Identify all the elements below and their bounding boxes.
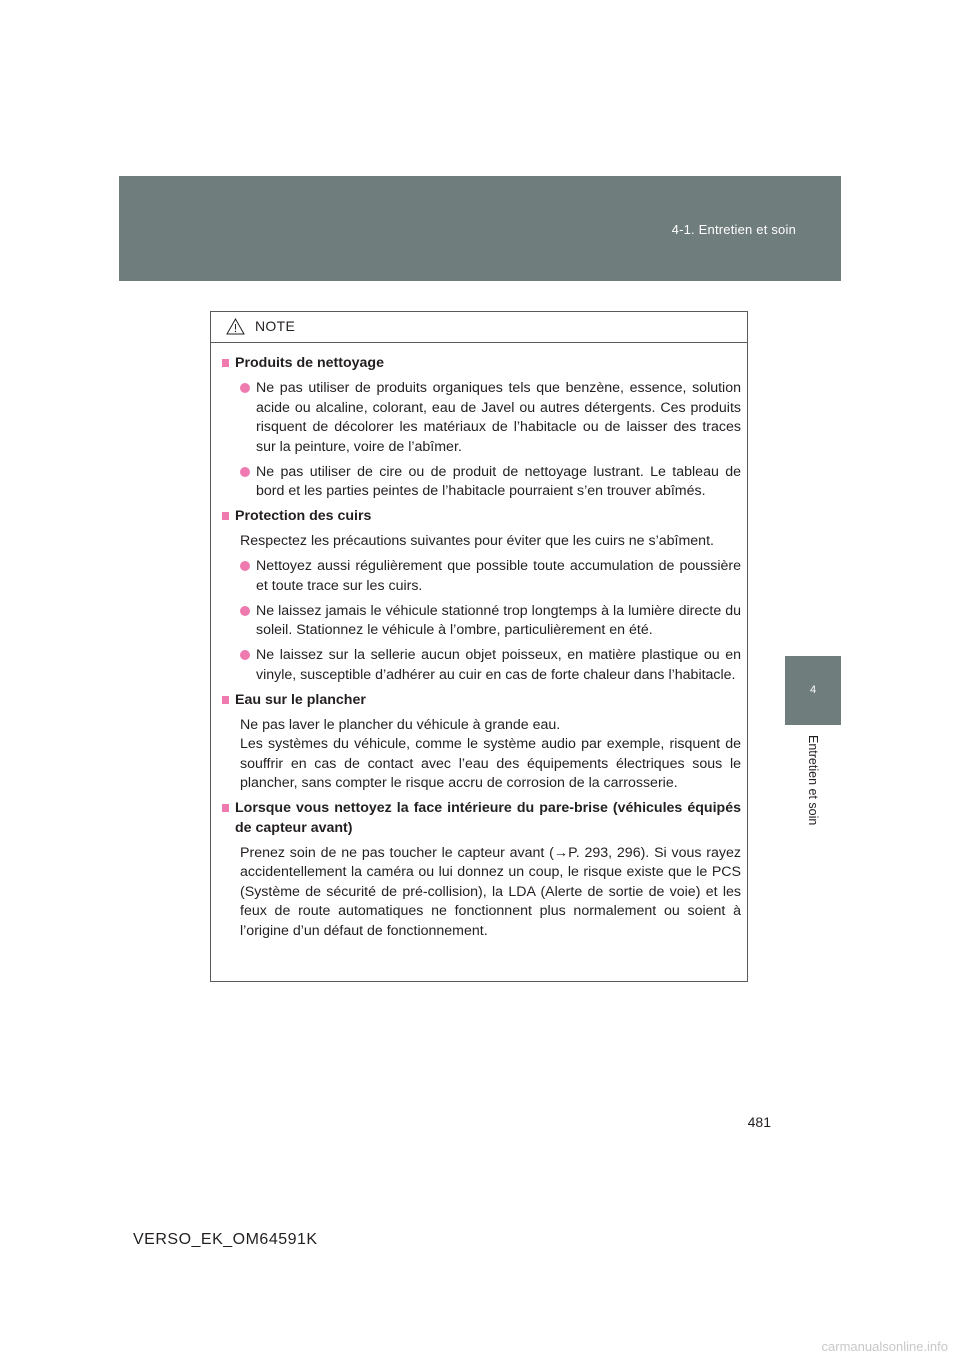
list-item: Ne pas utiliser de cire ou de produit de nettoyage lustrant. Le tableau de bord et les parties peintes de l’habitacle pourraient s’en trouver abîmés. xyxy=(240,463,741,502)
note-header xyxy=(211,312,747,343)
list-item: Nettoyez aussi régulièrement que possible toute accumulation de poussière et toute trace sur les cuirs. xyxy=(240,557,741,596)
section-cleaning-products xyxy=(222,354,741,502)
chapter-tab xyxy=(785,656,841,725)
round-bullet-icon xyxy=(240,561,250,571)
square-bullet-icon xyxy=(222,359,229,367)
note-body xyxy=(211,343,747,941)
chapter-number: 4 xyxy=(809,684,817,696)
page-number: 481 xyxy=(747,1114,771,1130)
round-bullet-icon xyxy=(240,606,250,616)
section-label: 4-1. Entretien et soin xyxy=(671,222,796,237)
header-band xyxy=(119,176,841,281)
watermark: carmanualsonline.info xyxy=(821,1339,948,1354)
section-text: Respectez les précautions suivantes pour éviter que les cuirs ne s’abîment. xyxy=(240,533,714,549)
note-box xyxy=(210,311,748,982)
section-title: Lorsque vous nettoyez la face intérieure du pare-brise (véhicules équipés de capteur avant) xyxy=(222,799,741,838)
section-text: Ne pas laver le plancher du véhicule à grande eau. Les systèmes du véhicule, comme le système audio par exemple, risquent de souffrir en cas de contact avec l’eau des équipements électriques sous le plancher, sans compter le risque accru de corrosion de la carrosserie. xyxy=(240,716,741,791)
section-title: Eau sur le plancher xyxy=(222,691,741,711)
section-water-on-floor xyxy=(222,691,741,794)
round-bullet-icon xyxy=(240,467,250,477)
section-title: Produits de nettoyage xyxy=(222,354,741,374)
list-item: Ne laissez jamais le véhicule stationné trop longtemps à la lumière directe du soleil. Stationnez le véhicule à l’ombre, particulièrement en été. xyxy=(240,602,741,641)
square-bullet-icon xyxy=(222,804,229,812)
chapter-title: Entretien et soin xyxy=(806,735,820,826)
document-id: VERSO_EK_OM64591K xyxy=(133,1231,318,1248)
section-leather-protection xyxy=(222,507,741,685)
section-windshield-cleaning xyxy=(222,799,741,941)
warning-triangle-icon xyxy=(226,318,245,335)
section-text: Prenez soin de ne pas toucher le capteur avant (→P. 293, 296). Si vous rayez accidentellement la caméra ou lui donnez un coup, le risque existe que le PCS (Système de sécurité de pré-collision), la LDA (Alerte de sortie de voie) et les feux de route automatiques ne fonctionnent plus normalement ou soient à l’origine d’un défaut de fonctionnement. xyxy=(240,844,741,939)
round-bullet-icon xyxy=(240,383,250,393)
square-bullet-icon xyxy=(222,696,229,704)
section-title: Protection des cuirs xyxy=(222,507,741,527)
round-bullet-icon xyxy=(240,650,250,660)
list-item: Ne laissez sur la sellerie aucun objet poisseux, en matière plastique ou en vinyle, susceptible d’adhérer au cuir en cas de forte chaleur dans l’habitacle. xyxy=(240,646,741,685)
list-item: Ne pas utiliser de produits organiques tels que benzène, essence, solution acide ou alcaline, colorant, eau de Javel ou autres détergents. Ces produits risquent de décolorer les matériaux de l’habitacle ou de laisser des traces sur la peinture, voire de l’abîmer. xyxy=(240,379,741,457)
square-bullet-icon xyxy=(222,512,229,520)
note-title: NOTE xyxy=(255,318,296,334)
